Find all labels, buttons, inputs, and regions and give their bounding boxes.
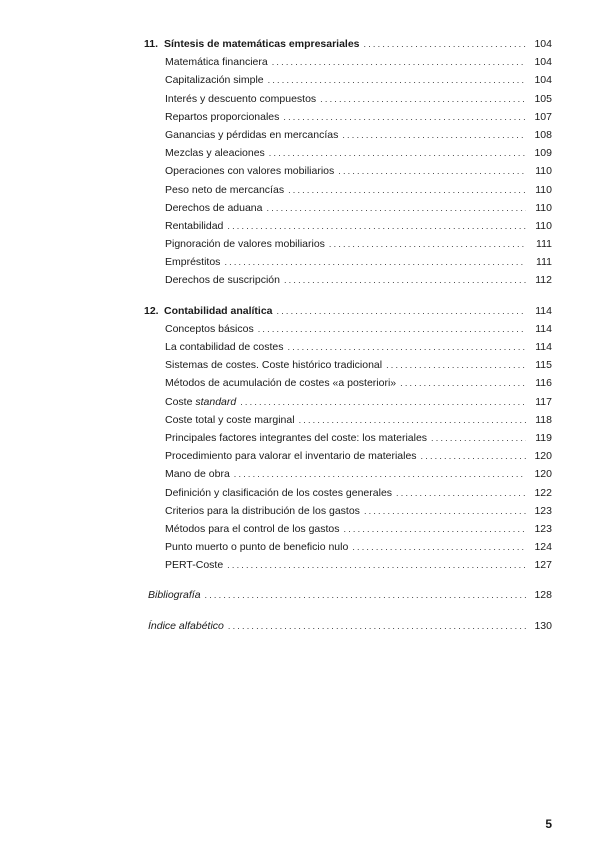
toc-entry-page: 104 [534,74,552,87]
dot-leader [352,538,526,556]
dot-leader [205,586,526,604]
toc-entry-label: Operaciones con valores mobiliarios [165,165,335,178]
toc-entry-page: 123 [534,504,552,517]
toc-entry-label: Peso neto de mercancías [165,183,285,196]
dot-leader [364,35,526,53]
toc-entry-page: 120 [534,468,552,481]
toc-entry [148,447,552,465]
toc-entry-label: Empréstitos [165,256,221,269]
toc-entry-label: Procedimiento para valorar el inventario de materiales [165,450,417,463]
toc-entry [148,356,552,374]
toc-entry-page: 119 [535,431,552,444]
toc-entry [148,556,552,574]
section-gap [148,290,552,302]
chapter-11-title: Síntesis de matemáticas empresariales [164,38,360,50]
toc-entry [148,108,552,126]
toc-entry-label: Sistemas de costes. Coste histórico tradicional [165,359,383,372]
dot-leader [320,90,526,108]
toc-entry [148,393,552,411]
dot-leader [342,126,526,144]
section-gap [148,605,552,617]
toc-entry-page: 110 [535,183,552,196]
toc-entry-page: 110 [535,219,552,232]
index-page: 130 [534,619,552,632]
toc-entry-label: Principales factores integrantes del coste: los materiales [165,431,428,444]
dot-leader [299,411,526,429]
toc-entry [148,217,552,235]
toc-entry [148,429,552,447]
toc-entry-label: Derechos de aduana [165,201,263,214]
toc-entry-page: 109 [534,147,552,160]
dot-leader [396,484,526,502]
toc-entry-page: 115 [535,359,552,372]
toc-entry [148,465,552,483]
toc-entry-label: Interés y descuento compuestos [165,92,317,105]
dot-leader [288,338,527,356]
chapter-12-title: Contabilidad analítica [164,304,273,317]
toc-entry-page: 108 [534,128,552,141]
toc-entry-page: 127 [534,559,552,572]
toc-entry-page: 110 [535,165,552,178]
chapter-12-title-group [144,302,273,320]
dot-leader [338,162,526,180]
dot-leader [284,271,526,289]
toc-entry [148,538,552,556]
toc-entry-page: 112 [535,274,552,287]
dot-leader [258,320,526,338]
dot-leader [329,235,526,253]
toc-entry [148,271,552,289]
toc-entry [148,199,552,217]
toc-entry [148,126,552,144]
toc-entry [148,320,552,338]
toc-entry-label-prefix: Coste [165,395,196,408]
dot-leader [386,356,526,374]
chapter-11-number: 11. [144,38,159,50]
dot-leader [283,108,526,126]
dot-leader [267,199,527,217]
toc-entry-page: 111 [536,256,552,269]
toc-entry-page: 114 [535,341,552,353]
toc-entry-label: Pignoración de valores mobiliarios [165,238,325,251]
toc-entry [148,338,552,356]
dot-leader [272,53,526,71]
toc-entry [148,181,552,199]
toc-entry [148,53,552,71]
dot-leader [227,556,526,574]
toc-entry-label: Rentabilidad [165,219,224,232]
toc-entry-label: Definición y clasificación de los costes generales [165,486,393,499]
toc-entry-label: Métodos de acumulación de costes «a posteriori» [165,377,397,390]
chapter-12-heading [144,302,552,320]
index-entry [148,617,552,635]
toc-entry-label: Conceptos básicos [165,322,254,335]
toc-entry-page: 114 [535,322,552,335]
dot-leader [224,253,526,271]
bibliography-entry [148,586,552,604]
chapter-12-page: 114 [535,304,552,317]
dot-leader [268,71,526,89]
toc-entry [148,520,552,538]
toc-entry [148,374,552,392]
index-label: Índice alfabético [148,619,224,632]
toc-entry-label: Mezclas y aleaciones [165,147,265,160]
toc-entry-label: Ganancias y pérdidas en mercancías [165,128,339,141]
bibliography-page: 128 [534,589,552,602]
dot-leader [421,447,526,465]
toc-entry-page: 105 [534,92,552,105]
toc-entry [148,162,552,180]
dot-leader [344,520,526,538]
toc-entry-page: 124 [534,541,552,554]
toc-entry [148,144,552,162]
dot-leader [228,617,526,635]
toc-entry [148,90,552,108]
toc-entry-label: Punto muerto o punto de beneficio nulo [165,541,349,554]
dot-leader [364,502,526,520]
toc-entry [148,253,552,271]
toc-entry [148,411,552,429]
toc-entry-label-emphasis: standard [195,395,237,408]
dot-leader [400,374,526,392]
bibliography-label: Bibliografía [148,589,201,602]
dot-leader [277,302,526,320]
dot-leader [288,181,526,199]
page-number: 5 [545,817,552,831]
dot-leader [269,144,526,162]
toc-entry-page: 111 [536,238,552,251]
toc-entry-page: 107 [534,110,552,123]
toc-entry [148,71,552,89]
toc-entry [148,502,552,520]
dot-leader [431,429,526,447]
toc-entry-page: 118 [535,413,552,426]
toc-entry-label: Métodos para el control de los gastos [165,522,340,535]
toc-entry-page: 116 [535,377,552,390]
dot-leader [240,393,526,411]
toc-entry-label: Derechos de suscripción [165,274,280,287]
dot-leader [227,217,526,235]
toc-entry-page: 123 [534,522,552,535]
toc-entry-label: Criterios para la distribución de los gastos [165,504,360,517]
toc-entry [148,235,552,253]
toc-entry-label: Capitalización simple [165,74,264,87]
toc-entry [148,484,552,502]
section-gap [148,574,552,586]
toc-entry-page: 120 [534,450,552,463]
toc-entry-label: Mano de obra [165,468,230,481]
toc-entry-label [165,393,236,411]
chapter-11-heading [144,35,552,53]
dot-leader [234,465,526,483]
toc-entry-page: 122 [534,486,552,499]
chapter-12-number: 12. [144,304,159,317]
toc-entry-label: PERT-Coste [165,559,224,572]
toc-entry-label: Matemática financiera [165,56,268,69]
toc-entry-label: La contabilidad de costes [165,341,284,353]
toc-entry-page: 104 [534,56,552,69]
toc-entry-page: 117 [535,395,552,408]
toc-entry-page: 110 [535,201,552,214]
table-of-contents [144,35,552,635]
toc-entry-label: Coste total y coste marginal [165,413,295,426]
chapter-11-title-group [144,35,360,53]
chapter-11-page: 104 [534,38,552,50]
toc-entry-label: Repartos proporcionales [165,110,280,123]
